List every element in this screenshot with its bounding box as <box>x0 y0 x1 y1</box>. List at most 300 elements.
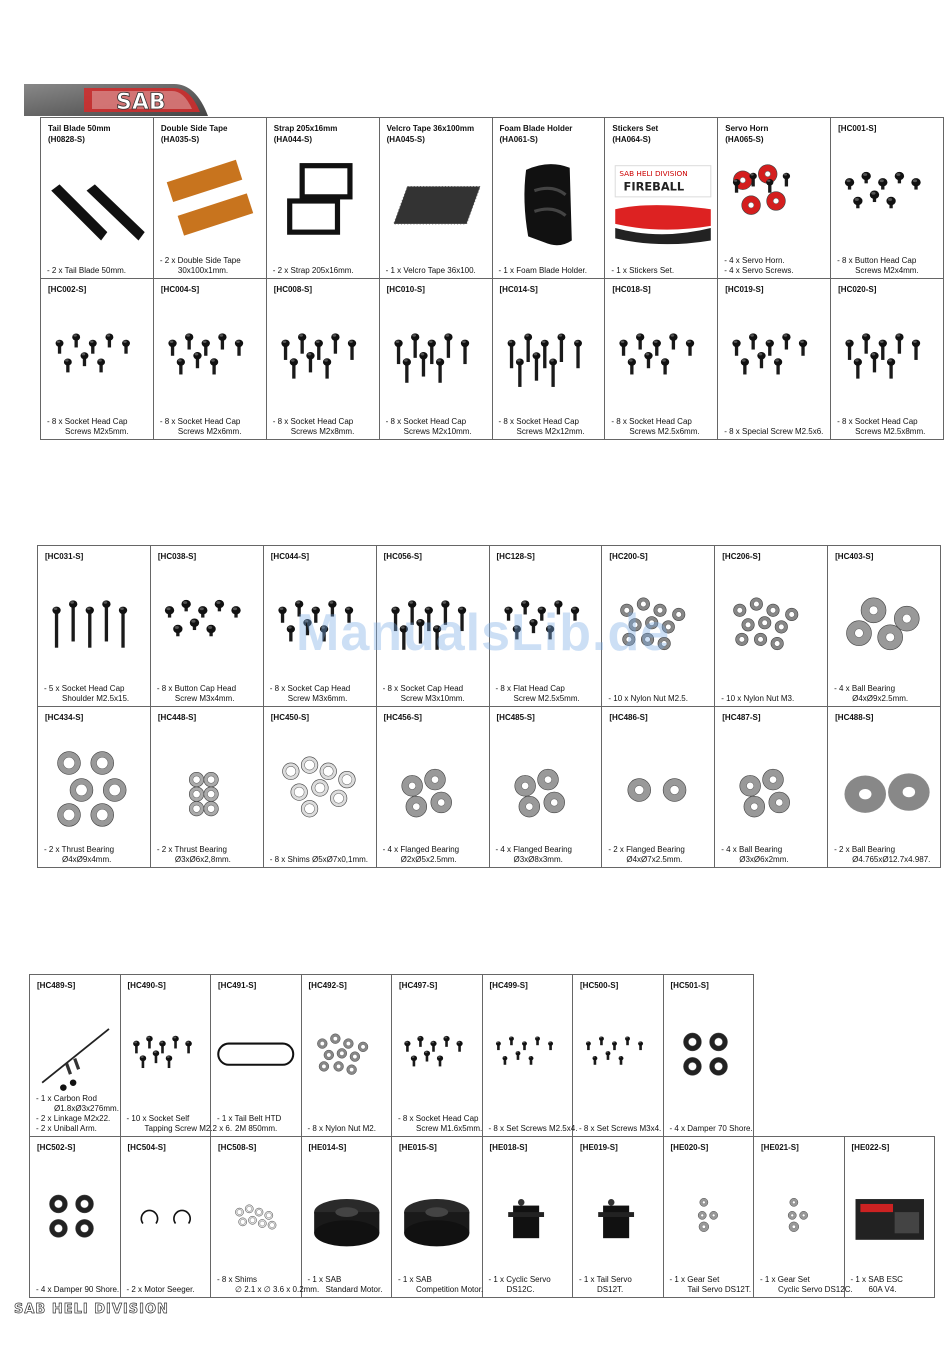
footer-brand: SAB HELI DIVISION <box>14 1302 169 1317</box>
part-code: [HE022-S] <box>851 1142 890 1152</box>
description-line: - 2 x Strap 205x16mm. <box>272 266 354 275</box>
part-cell <box>492 118 605 279</box>
part-description <box>496 845 600 865</box>
part-cell <box>263 707 376 868</box>
tail-blades-icon <box>45 146 149 256</box>
part-description <box>724 256 828 276</box>
part-description <box>608 845 712 865</box>
description-line: - 2 x Ball Bearing <box>834 845 896 854</box>
part-description <box>44 845 148 865</box>
part-code: [HC490-S] <box>127 981 166 990</box>
part-description <box>47 266 151 276</box>
part-cell <box>573 1136 664 1298</box>
part-code: [HC487-S] <box>722 713 761 722</box>
part-code-label <box>722 712 760 723</box>
part-code-label <box>218 980 256 991</box>
part-cell <box>573 975 664 1137</box>
part-description <box>308 1124 390 1134</box>
description-line: - 1 x Gear Set <box>669 1275 720 1284</box>
description-line: - 8 x Button Head Cap <box>837 256 917 265</box>
part-code-label <box>497 551 535 562</box>
description-line: - 2 x Flanged Bearing <box>608 845 685 854</box>
description-line: Screw M2.5x5mm. <box>513 694 580 703</box>
description-line: - 8 x Socket Head Cap <box>385 417 467 426</box>
part-code-label <box>761 1142 799 1153</box>
part-description <box>670 1275 752 1295</box>
part-cell <box>605 279 718 440</box>
part-code-label <box>722 551 760 562</box>
part-code: [HC014-S] <box>499 285 538 294</box>
description-line: - 10 x Socket Self <box>126 1113 190 1123</box>
part-code: [HC010-S] <box>386 285 425 294</box>
part-name: Strap 205x16mm <box>273 124 338 133</box>
description-line: Ø2xØ5x2.5mm. <box>400 855 457 864</box>
part-code-label <box>128 980 166 991</box>
description-line: - 2 x Linkage M2x22. <box>36 1113 111 1123</box>
thrust-icon <box>42 735 146 845</box>
description-line: Screws M2x5mm. <box>65 427 129 436</box>
stickers-icon <box>609 146 713 256</box>
part-code: (HA064-S) <box>612 135 651 144</box>
description-line: DS12C. <box>506 1285 535 1294</box>
description-line: - 4 x Flanged Bearing <box>382 845 460 854</box>
description-line: - 8 x Shims <box>217 1275 258 1284</box>
description-line: Screw M3x10mm. <box>400 694 465 703</box>
description-line: Cyclic Servo DS12C. <box>778 1285 853 1294</box>
description-line: - 8 x Button Cap Head <box>156 684 237 693</box>
description-line: - 8 x Socket Head Cap <box>47 417 128 426</box>
description-line: Screw M1.6x5mm. <box>416 1123 483 1133</box>
part-description <box>579 1124 661 1134</box>
part-code-label <box>387 123 474 145</box>
part-code: [HE018-S] <box>489 1142 528 1152</box>
description-line: - 8 x Nylon Nut M2. <box>307 1123 376 1133</box>
description-line: Ø4xØ9x2.5mm. <box>852 694 909 703</box>
part-cell <box>376 707 489 868</box>
description-line: Ø4.765xØ12.7x4.987. <box>852 855 931 864</box>
part-cell <box>715 546 828 707</box>
part-code: [HC008-S] <box>273 285 312 294</box>
part-code-label <box>838 123 876 134</box>
part-code: [HE015-S] <box>399 1142 437 1152</box>
part-code: [HC403-S] <box>835 552 874 561</box>
part-code-label <box>497 712 535 723</box>
part-cell <box>266 279 379 440</box>
part-code: [HC492-S] <box>308 981 347 990</box>
part-code: [HC020-S] <box>838 285 877 294</box>
description-line: - 2 x Tail Blade 50mm. <box>47 266 126 275</box>
screws-5-icon <box>45 307 149 417</box>
description-line: ∅ 2.1 x ∅ 3.6 x 0.2mm. <box>235 1285 320 1294</box>
description-line: Screws M2.5x8mm. <box>855 427 926 436</box>
part-code: [HC499-S] <box>489 981 528 990</box>
description-line: - 1 x Gear Set <box>760 1275 810 1284</box>
part-cell <box>211 975 302 1137</box>
screws-short-icon <box>155 574 259 684</box>
parts-row <box>38 707 941 868</box>
set-screws-icon <box>487 1003 569 1114</box>
part-description <box>834 684 938 704</box>
part-code: [HC501-S] <box>670 981 709 990</box>
part-code: [HC031-S] <box>45 552 84 561</box>
screws-6-icon <box>609 307 713 417</box>
description-line: - 1 x Velcro Tape 36x100. <box>385 266 476 275</box>
part-code-label <box>387 284 425 295</box>
description-line: - 1 x Stickers Set. <box>611 266 675 275</box>
part-description <box>273 417 377 437</box>
part-code-label <box>725 284 763 295</box>
part-code-label <box>852 1142 890 1153</box>
part-code: (HA061-S) <box>499 135 538 144</box>
screws-long-icon <box>42 574 146 684</box>
part-code-label <box>609 712 647 723</box>
part-description <box>157 845 261 865</box>
screws-10-icon <box>384 307 488 417</box>
part-code: [HC450-S] <box>270 713 309 722</box>
part-cell <box>153 279 266 440</box>
logo-text: SAB <box>116 90 166 115</box>
part-code: [HC456-S] <box>383 713 422 722</box>
part-code-label <box>500 123 573 145</box>
part-cell <box>715 707 828 868</box>
part-code-label <box>612 123 658 145</box>
description-line: DS12T. <box>597 1285 624 1294</box>
motor-icon <box>306 1165 388 1276</box>
part-code-label <box>725 123 768 145</box>
servo-horn-icon <box>722 146 826 256</box>
part-description <box>724 427 828 437</box>
part-cell <box>392 1136 483 1298</box>
part-description <box>160 417 264 437</box>
part-description <box>386 417 490 437</box>
description-line: - 8 x Socket Cap Head <box>269 684 351 693</box>
description-line: - 1 x Tail Servo <box>579 1275 632 1284</box>
description-line: - 10 x Nylon Nut M3. <box>721 694 795 703</box>
part-code-label <box>609 551 647 562</box>
part-cell <box>150 546 263 707</box>
description-line: - 4 x Damper 70 Shore. <box>669 1123 753 1133</box>
part-description <box>489 1275 571 1295</box>
part-cell <box>492 279 605 440</box>
parts-row <box>41 118 944 279</box>
part-description <box>36 1094 118 1134</box>
part-code-label <box>161 123 228 145</box>
description-line: - 8 x Special Screw M2.5x6. <box>724 427 824 436</box>
screws-12-icon <box>497 307 601 417</box>
part-cell <box>38 707 151 868</box>
flanged-icon <box>494 735 598 845</box>
part-cell <box>150 707 263 868</box>
description-line: Tail Servo DS12T. <box>687 1285 752 1294</box>
part-description <box>721 694 825 704</box>
part-description <box>398 1275 484 1295</box>
part-code: [HC004-S] <box>160 285 200 294</box>
foam-icon <box>497 146 601 256</box>
description-line: - 2 x Uniball Arm. <box>36 1123 97 1133</box>
parts-row <box>41 279 944 440</box>
description-line: Ø3xØ6x2,8mm. <box>174 855 231 864</box>
part-description <box>398 1113 483 1134</box>
description-line: Screw M3x6mm. <box>287 694 348 703</box>
description-line: Ø3xØ8x3mm. <box>513 855 563 864</box>
screws-6-icon <box>722 307 826 417</box>
belt-icon <box>215 1003 297 1114</box>
description-line: 2M 850mm. <box>235 1123 278 1133</box>
description-line: - 2 x Motor Seeger. <box>126 1285 195 1294</box>
part-description <box>837 417 941 437</box>
part-cell <box>379 279 492 440</box>
part-cell <box>605 118 718 279</box>
part-cell <box>828 707 941 868</box>
part-description <box>834 845 938 865</box>
watermark: ManualsLib.de <box>296 604 671 662</box>
part-code-label <box>48 284 86 295</box>
motor-icon <box>396 1165 478 1276</box>
description-line: - 10 x Nylon Nut M2.5. <box>608 694 688 703</box>
description-line: - 4 x Ball Bearing <box>721 845 783 854</box>
part-code: [HC056-S] <box>383 552 422 561</box>
part-code-label <box>271 551 309 562</box>
description-line: - 1 x Carbon Rod <box>36 1093 97 1103</box>
flanged-icon <box>381 735 485 845</box>
description-line: Ø4xØ9x4mm. <box>62 855 112 864</box>
part-name: Foam Blade Holder <box>499 124 573 133</box>
part-code-label <box>274 284 312 295</box>
part-code-label <box>490 1142 528 1153</box>
description-line: Screws M2x4mm. <box>855 266 919 275</box>
description-line: - 8 x Socket Head Cap <box>837 417 918 426</box>
part-description <box>44 684 148 704</box>
part-cell <box>30 975 121 1137</box>
part-cell <box>38 546 151 707</box>
parts-table-3 <box>29 974 935 1298</box>
description-line: - 2 x Thrust Bearing <box>44 845 115 854</box>
part-code-label <box>671 1142 709 1153</box>
gears-icon <box>668 1165 750 1276</box>
part-cell <box>482 1136 573 1298</box>
description-line: Screws M2x10mm. <box>403 427 472 436</box>
part-code-label <box>37 1142 75 1153</box>
velcro-icon <box>384 146 488 256</box>
part-description <box>126 1113 233 1134</box>
parts-table-1 <box>40 117 944 440</box>
part-code: (HA065-S) <box>725 135 764 144</box>
part-cell <box>392 975 483 1137</box>
part-cell <box>754 1136 853 1298</box>
part-cell <box>602 707 715 868</box>
description-line: - 1 x Foam Blade Holder. <box>498 266 587 275</box>
part-cell <box>844 1136 935 1298</box>
description-line: Ø1.8xØ3x276mm. <box>54 1103 119 1113</box>
description-line: - 8 x Socket Head Cap <box>272 417 354 426</box>
part-cell <box>489 707 602 868</box>
description-line: - 1 x Cyclic Servo <box>488 1275 551 1284</box>
description-line: - 8 x Socket Head Cap <box>498 417 579 426</box>
part-code-label <box>399 980 437 991</box>
part-code: [HC001-S] <box>838 124 877 133</box>
description-line: Competition Motor. <box>416 1285 484 1294</box>
part-cell <box>120 1136 211 1298</box>
part-description <box>496 684 600 704</box>
part-code: [HE014-S] <box>308 1142 347 1152</box>
part-name: Servo Horn <box>725 124 769 133</box>
part-code-label <box>835 551 873 562</box>
part-code-label <box>384 551 422 562</box>
description-line: - 8 x Shims Ø5xØ7x0,1mm. <box>269 855 368 864</box>
part-code-label <box>490 980 528 991</box>
description-line: - 1 x Tail Belt HTD <box>217 1113 282 1123</box>
part-description <box>851 1275 933 1295</box>
part-code: [HC019-S] <box>725 285 764 294</box>
strap-icon <box>271 146 375 256</box>
description-line: - 2 x Double Side Tape <box>159 256 241 265</box>
part-code-label <box>671 980 709 991</box>
nuts-icon <box>719 574 823 684</box>
part-cell <box>718 279 831 440</box>
part-description <box>488 1123 578 1134</box>
parts-row <box>30 975 935 1137</box>
part-description <box>579 1275 661 1295</box>
part-code-label <box>161 284 199 295</box>
description-line: - 8 x Socket Head Cap <box>159 417 241 426</box>
part-description <box>670 1124 752 1134</box>
part-code: (HA045-S) <box>386 135 425 144</box>
part-cell <box>482 975 578 1137</box>
description-line: Screw M3x4mm. <box>174 694 235 703</box>
part-code-label <box>580 1142 618 1153</box>
description-line: Screws M2x12mm. <box>516 427 585 436</box>
part-cell <box>41 279 154 440</box>
part-code: [HE020-S] <box>670 1142 709 1152</box>
part-cell <box>828 546 941 707</box>
part-cell <box>718 118 831 279</box>
flanged-icon <box>719 735 823 845</box>
part-description <box>127 1285 209 1295</box>
part-cell <box>266 118 379 279</box>
description-line: Screws M2x8mm. <box>290 427 355 436</box>
esc-icon <box>849 1165 931 1276</box>
part-name: Velcro Tape 36x100mm <box>386 124 475 133</box>
description-line: - 4 x Servo Screws. <box>724 266 794 275</box>
part-code-label <box>399 1142 437 1153</box>
description-line: 60A V4. <box>868 1285 897 1294</box>
part-name: Stickers Set <box>612 124 659 133</box>
part-name: Tail Blade 50mm <box>48 124 111 133</box>
part-code-label <box>580 980 618 991</box>
parts-row <box>30 1136 935 1298</box>
description-line: - 8 x Socket Head Cap <box>611 417 692 426</box>
part-description <box>217 1275 320 1295</box>
part-code: [HC448-S] <box>157 713 197 722</box>
part-description <box>499 417 603 437</box>
part-code-label <box>158 551 196 562</box>
part-code-label <box>45 551 83 562</box>
part-description <box>270 684 374 704</box>
screws-8-icon <box>271 307 375 417</box>
part-description <box>721 845 825 865</box>
part-description <box>47 417 151 437</box>
description-line: Shoulder M2.5x15. <box>62 694 130 703</box>
set-screws-icon <box>577 1003 659 1114</box>
part-description <box>383 684 487 704</box>
description-line: - 2 x Thrust Bearing <box>156 845 227 854</box>
part-code: [HC485-S] <box>496 713 535 722</box>
part-code: [HC502-S] <box>37 1142 76 1152</box>
shims-icon <box>268 735 372 845</box>
part-description <box>608 694 712 704</box>
part-code-label <box>37 980 75 991</box>
part-cell <box>379 118 492 279</box>
gears-icon <box>758 1165 840 1276</box>
part-code-label <box>838 284 876 295</box>
part-code-label <box>612 284 650 295</box>
svg-text:SAB HELI DIVISION: SAB HELI DIVISION <box>619 169 689 179</box>
part-code-label <box>500 284 538 295</box>
part-description <box>611 417 715 437</box>
description-line: Screws M2.5x6mm. <box>629 427 700 436</box>
part-cell <box>30 1136 121 1298</box>
bearings-big-icon <box>832 574 936 684</box>
part-code: [HC018-S] <box>612 285 651 294</box>
part-code-label <box>309 980 347 991</box>
tape-icon <box>158 146 262 256</box>
part-description <box>760 1275 853 1295</box>
part-code: [HE019-S] <box>580 1142 618 1152</box>
description-line: - 8 x Flat Head Cap <box>495 684 565 693</box>
description-line: 30x100x1mm. <box>177 266 229 275</box>
flanged-two-icon <box>606 735 710 845</box>
description-line: - 8 x Set Screws M2.5x4. <box>488 1123 578 1133</box>
part-description <box>499 266 603 276</box>
servo-icon <box>487 1165 569 1276</box>
description-line: - 1 x SAB <box>398 1275 432 1284</box>
screws-6-icon <box>125 1003 207 1114</box>
description-line: - 8 x Socket Head Cap <box>398 1113 479 1123</box>
part-cell <box>301 975 392 1137</box>
part-code-label <box>128 1142 166 1153</box>
description-line: - 5 x Socket Head Cap <box>44 684 125 693</box>
part-code: [HC434-S] <box>45 713 84 722</box>
seeger-icon <box>125 1165 207 1276</box>
part-description <box>270 855 374 865</box>
part-code-label <box>45 712 83 723</box>
description-line: Screws M2x6mm. <box>177 427 242 436</box>
part-code: [HC038-S] <box>157 552 197 561</box>
part-code: [HC002-S] <box>48 285 87 294</box>
part-description <box>157 684 261 704</box>
svg-text:FIREBALL: FIREBALL <box>623 179 685 194</box>
part-code: (HA035-S) <box>160 135 200 144</box>
part-cell <box>301 1136 392 1298</box>
dampers-icon <box>34 1165 116 1276</box>
part-code-label <box>274 123 338 145</box>
parts-table-2 <box>37 545 941 868</box>
part-code-label <box>384 712 422 723</box>
part-cell <box>831 279 944 440</box>
part-description <box>273 266 377 276</box>
part-cell <box>831 118 944 279</box>
part-code-label <box>271 712 309 723</box>
part-description <box>308 1275 390 1295</box>
part-cell <box>153 118 266 279</box>
part-description <box>386 266 490 276</box>
screws-short-icon <box>835 146 939 256</box>
dampers-icon <box>668 1003 750 1114</box>
part-code-label <box>218 1142 256 1153</box>
part-code: [HC206-S] <box>722 552 761 561</box>
description-line: Ø4xØ7x2.5mm. <box>626 855 683 864</box>
description-line: - 4 x Servo Horn. <box>724 256 785 265</box>
